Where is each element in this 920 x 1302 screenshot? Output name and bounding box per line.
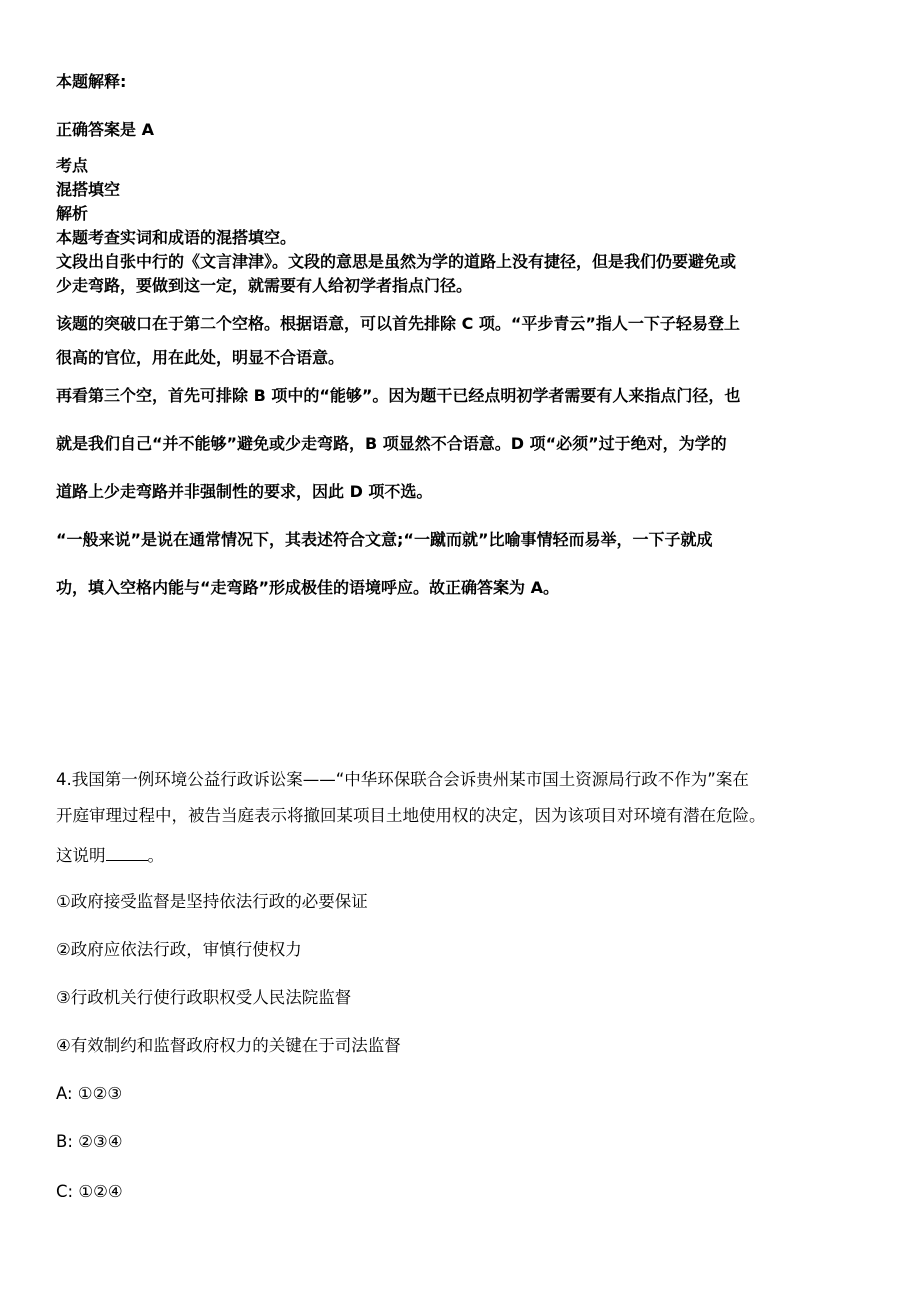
statement-3: ③行政机关行使行政职权受人民法院监督 — [56, 988, 352, 1007]
question-stem-prefix: 这说明 — [56, 846, 106, 865]
explanation-para1-line2: 少走弯路，要做到这一定，就需要有人给初学者指点门径。 — [56, 276, 473, 295]
explanation-intro: 本题考查实词和成语的混搭填空。 — [56, 228, 297, 247]
option-b: B: ②③④ — [56, 1132, 123, 1151]
answer-blank — [106, 844, 148, 861]
explanation-para3-line1: 再看第三个空，首先可排除 B 项中的“能够”。因为题干已经点明初学者需要有人来指点门径，也 — [56, 386, 741, 405]
explanation-para4-line2: 功，填入空格内能与“走弯路”形成极佳的语境呼应。故正确答案为 A。 — [56, 578, 559, 597]
statement-2: ②政府应依法行政，审慎行使权力 — [56, 940, 302, 959]
option-a: A: ①②③ — [56, 1084, 123, 1103]
statement-4: ④有效制约和监督政府权力的关键在于司法监督 — [56, 1036, 401, 1055]
jiexi-label: 解析 — [56, 204, 89, 223]
question-stem-suffix: 。 — [147, 846, 164, 865]
correct-answer: 正确答案是 A — [56, 120, 154, 139]
explanation-para4-line1: “一般来说”是说在通常情况下，其表述符合文意;“一蹴而就”比喻事情轻而易举，一下子就成 — [56, 530, 713, 549]
option-c: C: ①②④ — [56, 1182, 123, 1201]
question-stem-line2: 开庭审理过程中，被告当庭表示将撤回某项目土地使用权的决定，因为该项目对环境有潜在危险。 — [56, 806, 766, 825]
question-stem-line1: 4.我国第一例环境公益行政诉讼案——“中华环保联合会诉贵州某市国土资源局行政不作为”案在 — [56, 770, 749, 789]
explanation-para3-line2: 就是我们自己“并不能够”避免或少走弯路，B 项显然不合语意。D 项“必须”过于绝对，为学的 — [56, 434, 727, 453]
explanation-heading: 本题解释: — [56, 72, 127, 91]
explanation-para1-line1: 文段出自张中行的《文言津津》。文段的意思是虽然为学的道路上没有捷径，但是我们仍要避免或 — [56, 252, 737, 271]
explanation-para3-line3: 道路上少走弯路并非强制性的要求，因此 D 项不选。 — [56, 482, 433, 501]
statement-1: ①政府接受监督是坚持依法行政的必要保证 — [56, 892, 368, 911]
question-stem-line3 — [56, 844, 164, 866]
explanation-para2-line1: 该题的突破口在于第二个空格。根据语意，可以首先排除 C 项。“平步青云”指人一下子轻易登上 — [56, 314, 740, 333]
kaodian-label: 考点 — [56, 156, 89, 175]
explanation-para2-line2: 很高的官位，用在此处，明显不合语意。 — [56, 348, 345, 367]
kaodian-value: 混搭填空 — [56, 180, 121, 199]
